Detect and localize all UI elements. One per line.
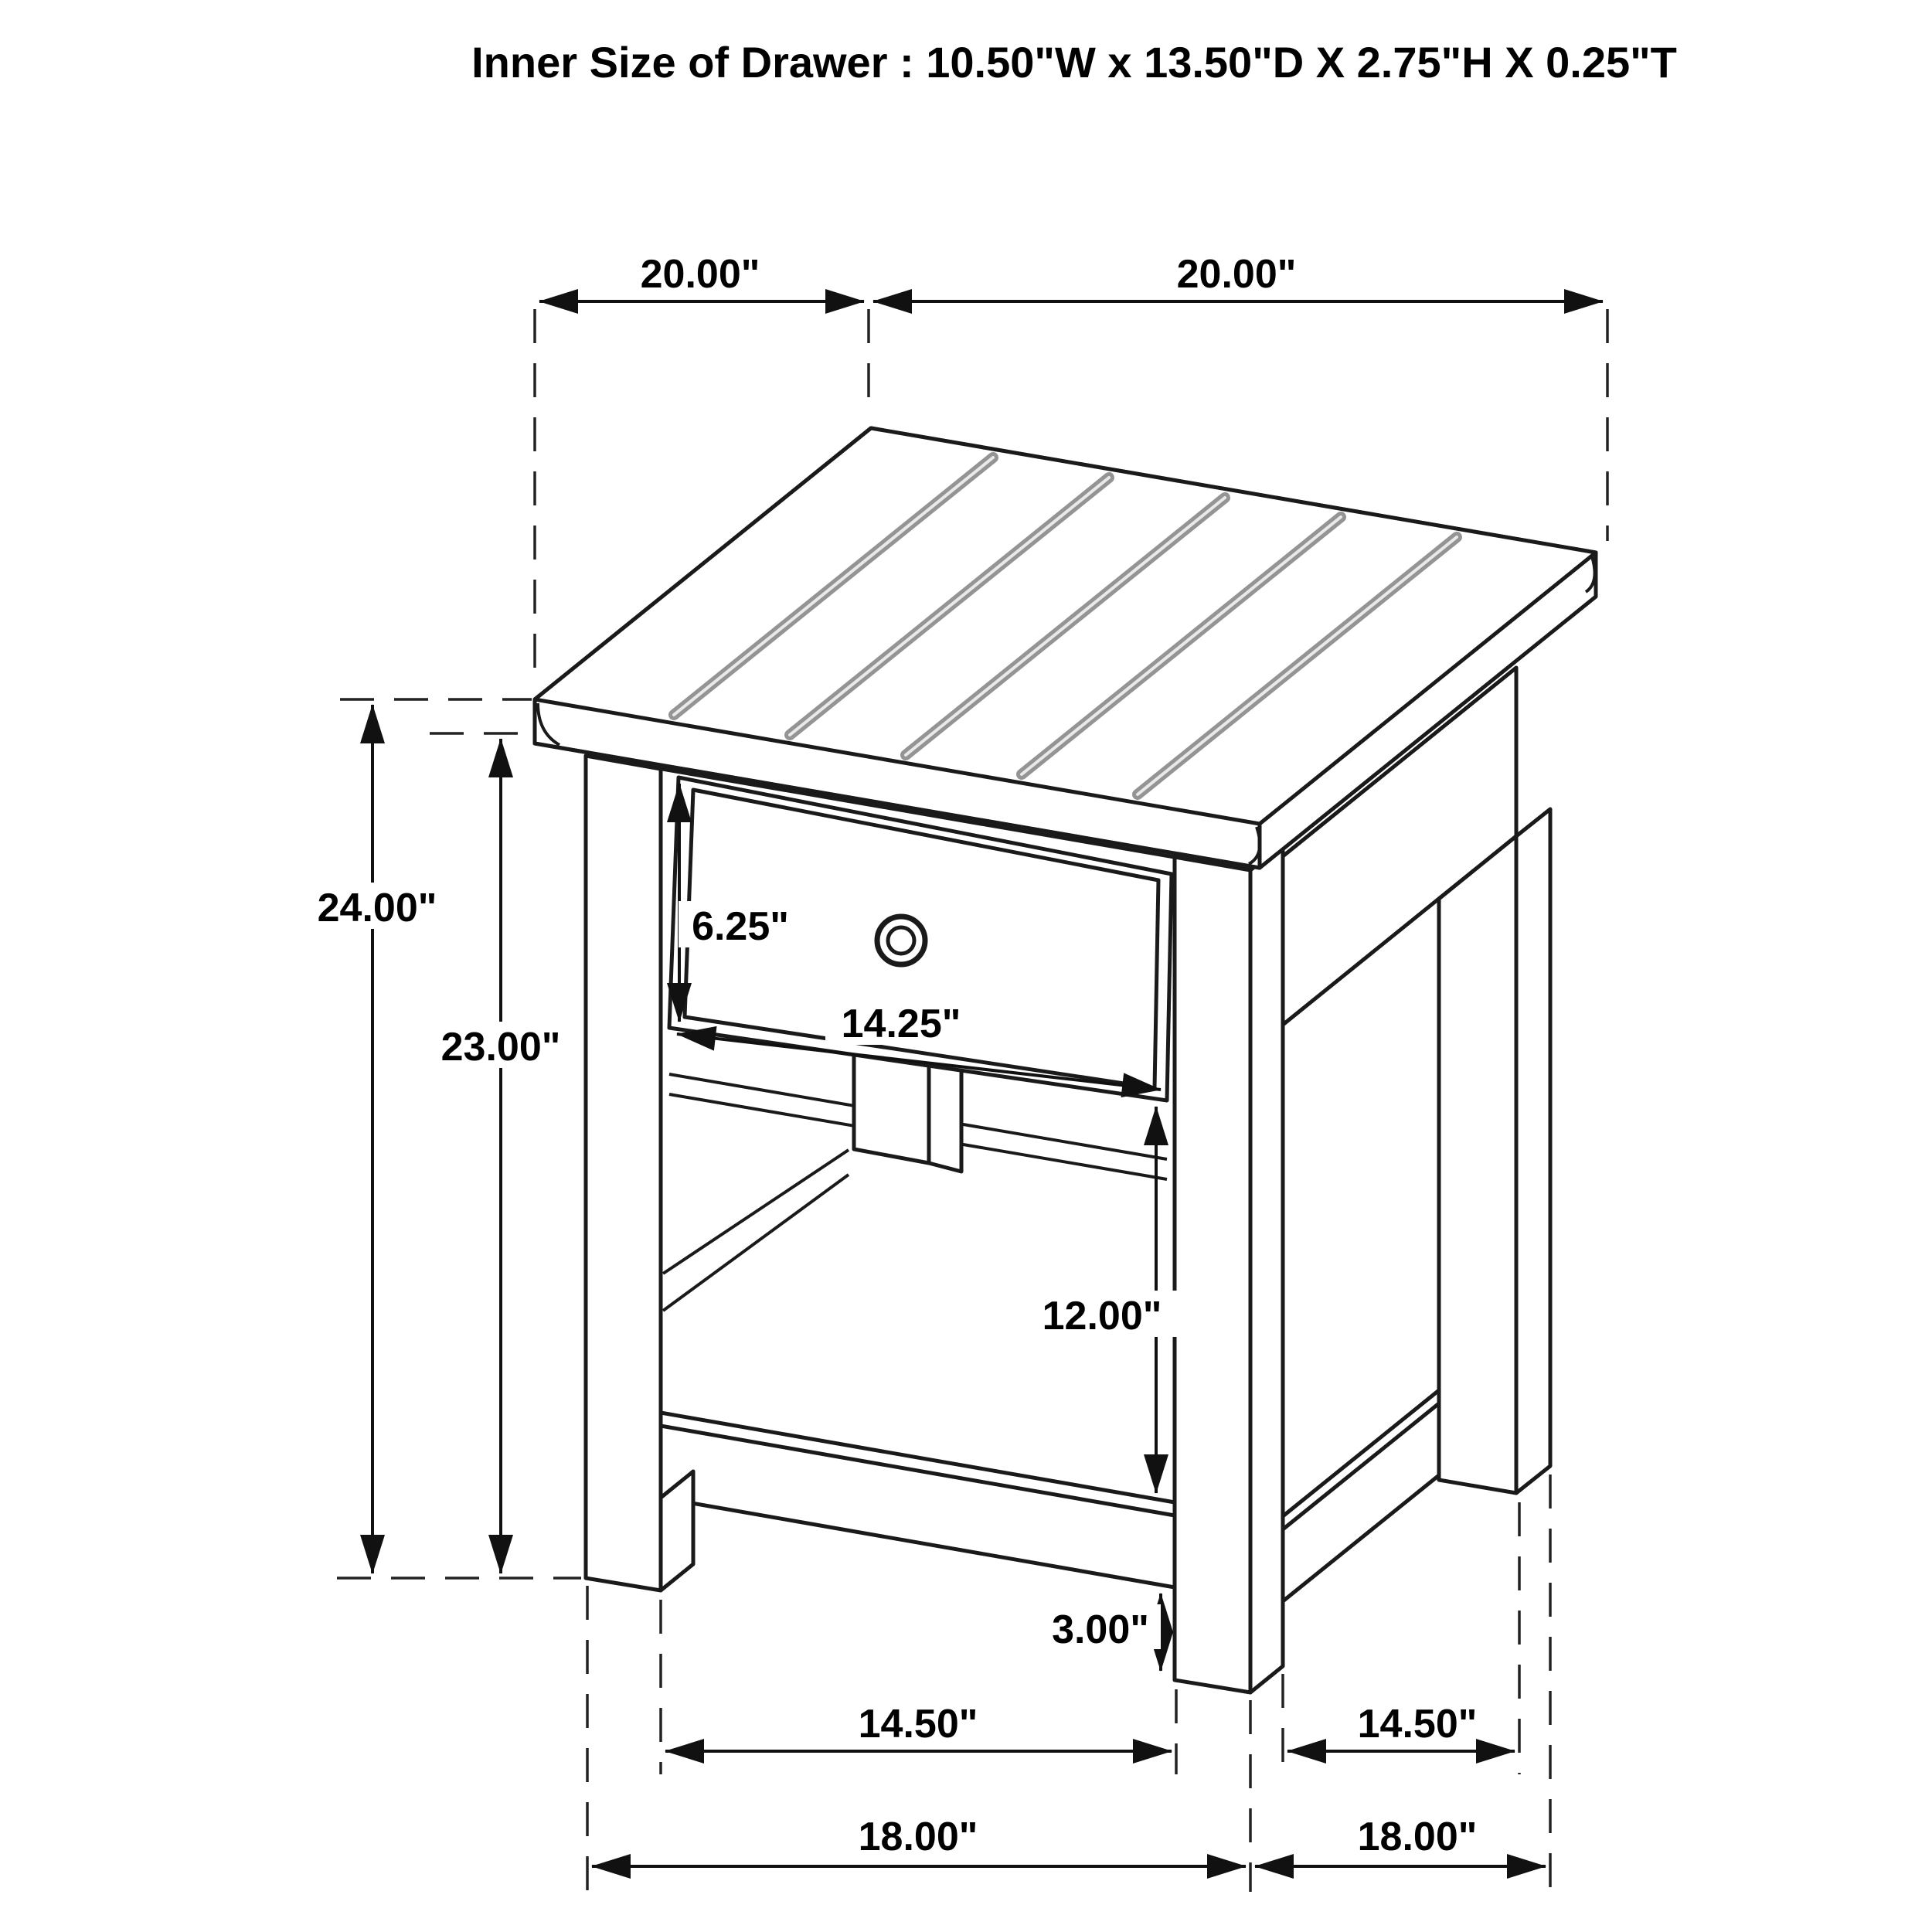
- dim-side-outer-span: [1255, 1475, 1550, 1892]
- dim-label-overall-height: 24.00": [317, 886, 437, 930]
- front-left-leg: [586, 756, 661, 1590]
- page-title: Inner Size of Drawer : 10.50"W x 13.50"D X 2.75"H X 0.25"T: [471, 38, 1677, 87]
- dim-label-shelf-clearance: 12.00": [1042, 1294, 1162, 1338]
- dim-label-front-outer-span: 18.00": [858, 1815, 978, 1859]
- side-shelf-lip-edge: [1283, 1403, 1439, 1529]
- dim-label-drawer-width: 14.25": [841, 1002, 961, 1046]
- left-side-rail-bottom: [663, 1175, 849, 1311]
- shelf-lip-edge: [661, 1426, 1175, 1515]
- dim-label-leg-height: 23.00": [440, 1025, 561, 1070]
- front-right-leg-side: [1250, 844, 1283, 1692]
- front-right-leg: [1175, 857, 1250, 1692]
- dim-label-top-depth: 20.00": [640, 252, 760, 297]
- side-rail-bottom-edge: [1283, 1475, 1439, 1601]
- rear-right-leg: [1439, 836, 1516, 1493]
- dim-overall-height: [303, 699, 581, 1578]
- dim-label-top-width: 20.00": [1176, 252, 1297, 297]
- front-rail-bottom-edge: [661, 1498, 1175, 1587]
- dim-label-drawer-height: 6.25": [692, 904, 789, 949]
- rear-right-leg-side: [1516, 809, 1550, 1493]
- dim-leg-height: [427, 733, 575, 1573]
- shelf-top-edge: [661, 1413, 1175, 1502]
- dim-label-foot-clearance: 3.00": [1052, 1607, 1149, 1652]
- table-front: [586, 756, 1283, 1692]
- dim-side-inner-span: [1283, 1502, 1519, 1774]
- dim-label-front-inner-span: 14.50": [858, 1702, 978, 1747]
- left-side-rail-top: [663, 1150, 849, 1274]
- drawer-knob-icon: [877, 917, 925, 964]
- dim-foot-clearance: [1037, 1594, 1161, 1671]
- center-divider-side: [929, 1061, 961, 1172]
- front-left-leg-foot-side: [661, 1471, 693, 1590]
- dim-shelf-clearance: [1026, 1107, 1178, 1493]
- dim-label-side-outer-span: 18.00": [1357, 1815, 1478, 1859]
- dim-label-side-inner-span: 14.50": [1357, 1702, 1478, 1747]
- side-shelf-top-edge: [1283, 1390, 1439, 1516]
